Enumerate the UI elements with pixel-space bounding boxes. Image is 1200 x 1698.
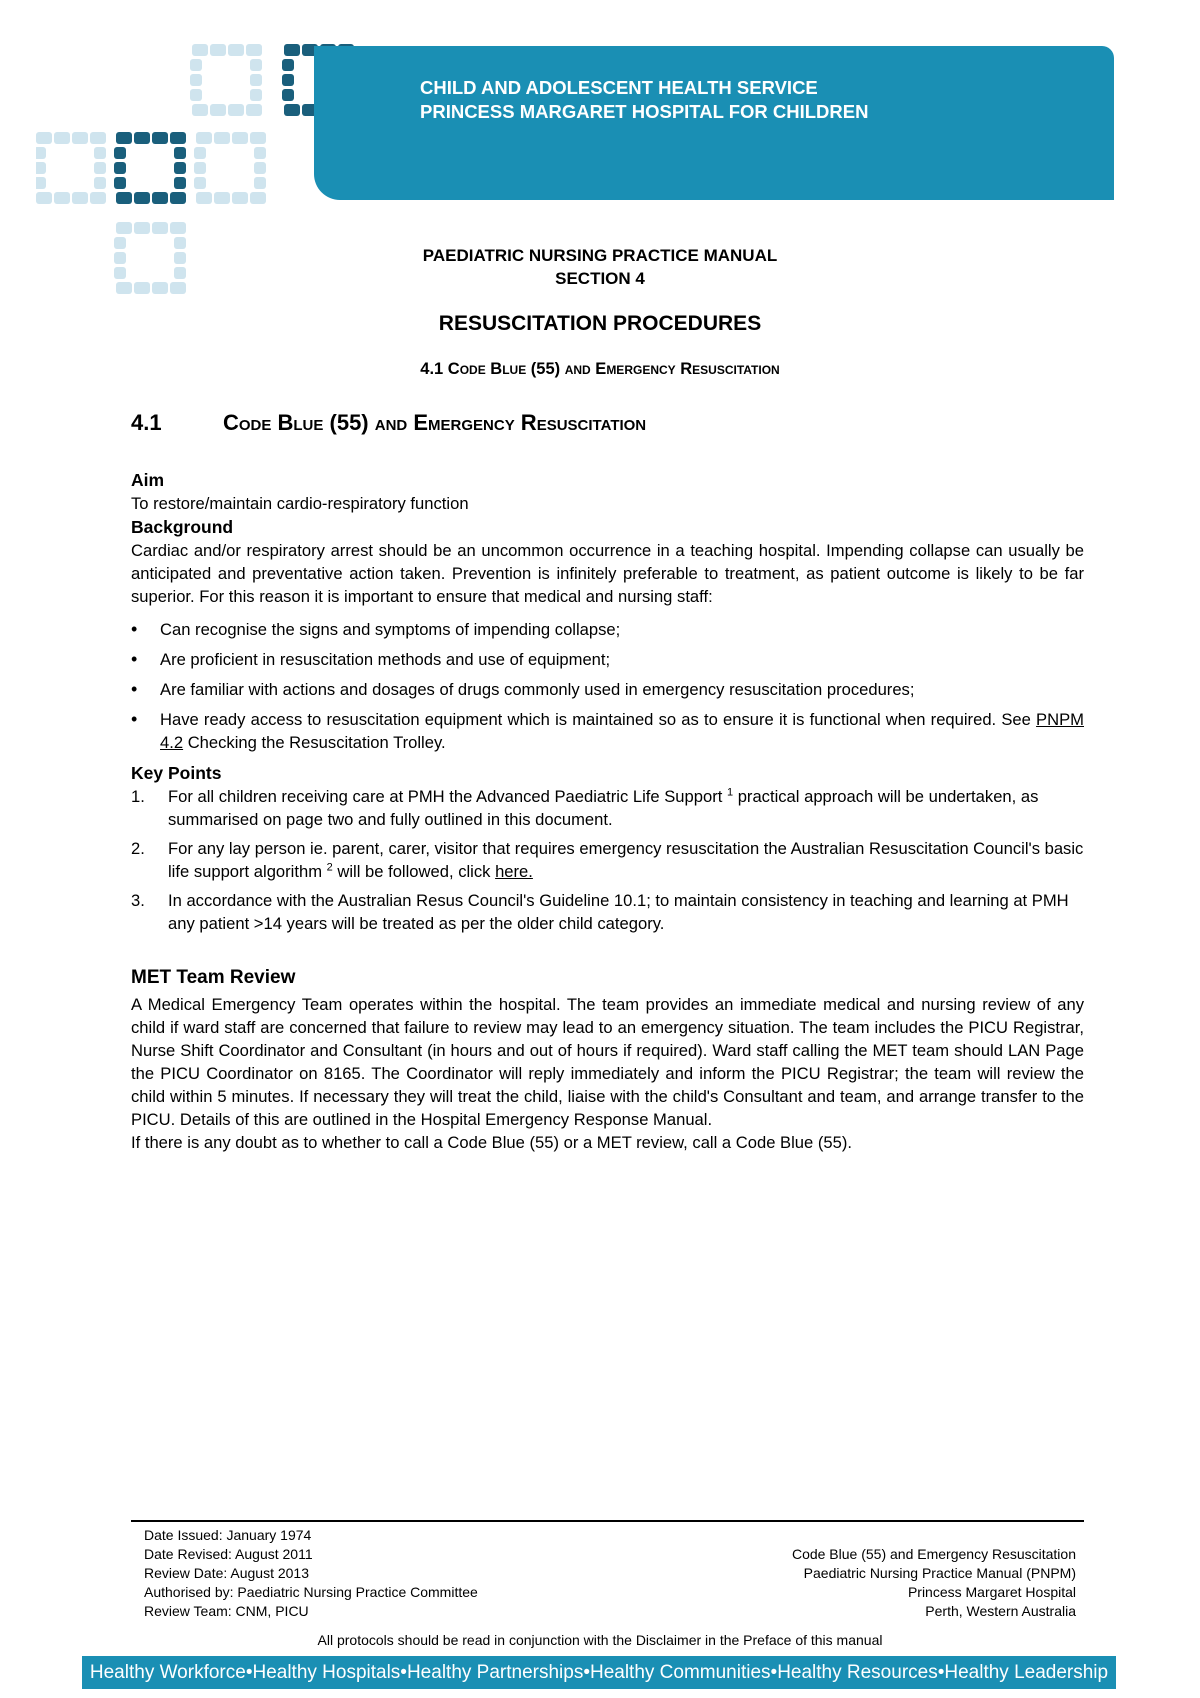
manual-reference: Paediatric Nursing Practice Manual (PNPM) xyxy=(803,1565,1076,1581)
logo-square xyxy=(190,44,262,116)
hospital-name: Princess Margaret Hospital xyxy=(907,1584,1076,1600)
section-number: SECTION 4 xyxy=(555,269,645,288)
chapter-title: RESUSCITATION PROCEDURES xyxy=(438,312,762,335)
footer-document-info xyxy=(144,1526,478,1621)
subsection-name: Code Blue (55) and Emergency Resuscitation xyxy=(447,360,780,378)
organisation-line-1: CHILD AND ADOLESCENT HEALTH SERVICE xyxy=(420,77,818,98)
reference-2-superscript: 2 xyxy=(326,861,333,874)
item-number: 3. xyxy=(131,891,145,910)
aim-text: To restore/maintain cardio-respiratory function xyxy=(131,494,469,513)
bullet-4-text-end: Checking the Resuscitation Trolley. xyxy=(183,733,446,752)
background-heading: Background xyxy=(131,517,234,537)
key-points-heading: Key Points xyxy=(131,763,222,783)
review-date: Review Date: August 2013 xyxy=(144,1565,309,1581)
reference-1-superscript: 1 xyxy=(726,786,734,799)
met-paragraph-2: If there is any doubt as to whether to call a Code Blue (55) or a MET review, call a Code Blue (55). xyxy=(131,1133,852,1152)
date-revised: Date Revised: August 2011 xyxy=(144,1546,313,1562)
list-item xyxy=(131,889,1084,935)
list-item: • Are proficient in resuscitation methods and use of equipment; xyxy=(131,648,1084,671)
list-item: • Are familiar with actions and dosages of drugs commonly used in emergency resuscitation procedures; xyxy=(131,678,1084,701)
document-title: Code Blue (55) and Emergency Resuscitation xyxy=(791,1546,1076,1562)
manual-title xyxy=(0,244,1200,290)
list-item: • Can recognise the signs and symptoms of impending collapse; xyxy=(131,618,1084,641)
authorised-by: Authorised by: Paediatric Nursing Practice Committee xyxy=(144,1584,478,1600)
organisation-name xyxy=(420,76,868,124)
item-number: 1. xyxy=(131,787,145,806)
list-item xyxy=(131,785,1084,831)
healthy-banner: Healthy Workforce•Healthy Hospitals•Healthy Partnerships•Healthy Communities•Healthy Resources•Healthy Leadership xyxy=(82,1656,1116,1689)
item-number: 2. xyxy=(131,839,145,858)
here-link[interactable]: here. xyxy=(495,862,533,881)
footer-document-source xyxy=(792,1545,1076,1621)
key-point-3-text: In accordance with the Australian Resus Council's Guideline 10.1; to maintain consistency in teaching and learning at PMH any patient >14 years will be treated as per the older child category. xyxy=(168,891,1069,933)
list-item xyxy=(131,837,1084,883)
logo-square xyxy=(36,132,106,204)
disclaimer: All protocols should be read in conjunction with the Disclaimer in the Preface of this manual xyxy=(317,1632,883,1648)
background-text: Cardiac and/or respiratory arrest should be an uncommon occurrence in a teaching hospital. Impending collapse can usually be anticipated and preventative action taken. Prevention is infinitely preferable to treatment, as patient outcome is likely to be far superior. For this reason it is important to ensure that medical and nursing staff: xyxy=(131,541,1084,606)
aim-heading: Aim xyxy=(131,470,165,490)
background-bullet-list xyxy=(131,618,1084,754)
location: Perth, Western Australia xyxy=(925,1603,1076,1619)
manual-name: PAEDIATRIC NURSING PRACTICE MANUAL xyxy=(422,246,778,265)
subsection-number: 4.1 xyxy=(420,360,444,378)
key-point-2-text-mid: will be followed, click xyxy=(332,862,496,881)
key-point-1-text-end: practical approach will be undertaken, as summarised on page two and fully outlined in this document. xyxy=(168,787,1039,829)
heading-number: 4.1 xyxy=(131,410,162,435)
page-heading xyxy=(131,410,646,436)
met-paragraph-1: A Medical Emergency Team operates within the hospital. The team provides an immediate medical and nursing review of any child if ward staff are concerned that failure to review may lead to an emergency situation. The team includes the PICU Registrar, Nurse Shift Coordinator and Consultant (in hours and out of hours if required). Ward staff calling the MET team should LAN Page the PICU Coordinator on 8165. The Coordinator will reply immediately and inform the PICU Registrar; the team will review the child within 5 minutes. If necessary they will treat the child, liaise with the child's Consultant and team, and arrange transfer to the PICU. Details of this are outlined in the Hospital Emergency Response Manual. xyxy=(131,995,1084,1129)
footer-divider xyxy=(131,1520,1084,1522)
key-points-list xyxy=(131,785,1084,935)
heading-text: Code Blue (55) and Emergency Resuscitation xyxy=(223,410,647,435)
review-team: Review Team: CNM, PICU xyxy=(144,1603,309,1619)
date-issued: Date Issued: January 1974 xyxy=(144,1527,312,1543)
met-team-heading: MET Team Review xyxy=(131,967,296,988)
key-point-2-text: For any lay person ie. parent, carer, visitor that requires emergency resuscitation the Australian Resuscitation Council's basic life support algorithm xyxy=(168,839,1084,881)
document-body xyxy=(131,468,1084,1154)
logo-square xyxy=(114,132,186,204)
subsection-title xyxy=(0,360,1200,379)
key-point-1-text: For all children receiving care at PMH the Advanced Paediatric Life Support xyxy=(168,787,727,806)
bullet-4-text-start: Have ready access to resuscitation equipment which is maintained so as to ensure it is functional when required. See xyxy=(160,710,1037,729)
list-item xyxy=(131,708,1084,754)
pnpm-4-2-link[interactable]: PNPM 4.2 xyxy=(160,710,1084,752)
logo-square xyxy=(194,132,266,204)
organisation-line-2: PRINCESS MARGARET HOSPITAL FOR CHILDREN xyxy=(420,101,869,122)
